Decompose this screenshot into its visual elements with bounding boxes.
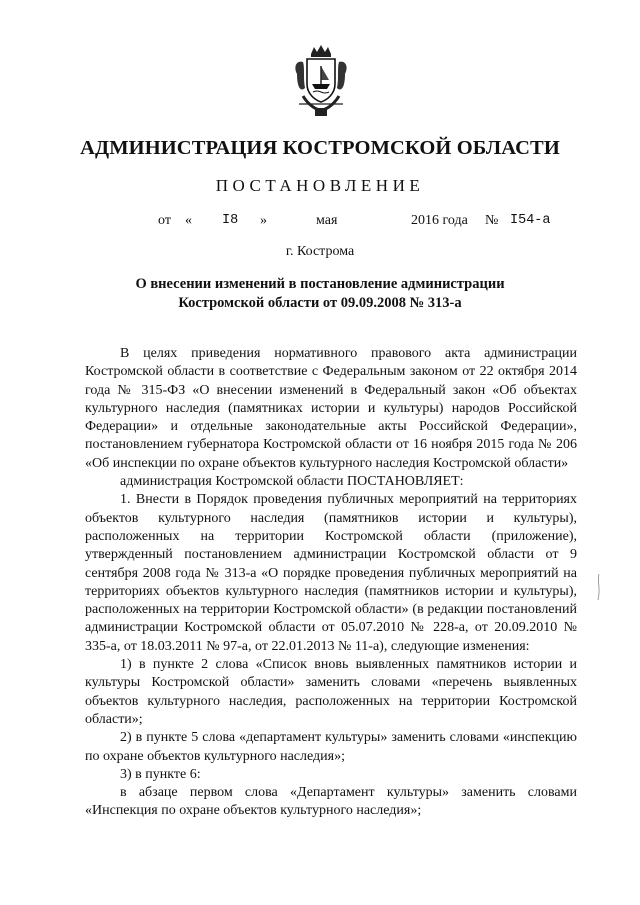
subject-line: О внесении изменений в постановление администрации	[135, 276, 505, 292]
date-day: I8	[222, 213, 239, 228]
subject-line: Костромской области от 09.09.2008 № 313-а	[178, 295, 462, 311]
document-subject	[100, 275, 540, 313]
body-paragraph: 1. Внести в Порядок проведения публичных мероприятий на территориях объектов культурного наследия (памятников истории и культуры), расположенных на территории Костромской области (приложение), утвержденный постановлением администрации Костромской области от 9 сентября 2008 года № 313-а «О порядке проведения публичных мероприятий на территориях объектов культурного наследия (памятников истории и культуры), расположенных на территории Костромской области» (в редакции постановлений администрации Костромской области от 05.07.2010 № 228-а, от 20.09.2010 № 335-а, от 18.03.2011 № 97-а, от 22.01.2013 № 11-а), следующие изменения:	[85, 492, 577, 654]
document-body	[85, 345, 577, 821]
coat-of-arms-icon	[289, 44, 353, 118]
body-paragraph: 1) в пункте 2 слова «Список вновь выявленных памятников истории и культуры Костромской области» заменить словами «перечень выявленных объектов культурного наследия, расположенных на территории Костромской области»;	[85, 657, 577, 727]
document-type: ПОСТАНОВЛЕНИЕ	[215, 176, 425, 195]
date-number-line	[0, 213, 640, 233]
body-paragraph: 2) в пункте 5 слова «департамент культуры» заменить словами «инспекцию по охране объектов культурного наследия»;	[85, 730, 577, 764]
quote-close: »	[260, 213, 267, 228]
body-paragraph: 3) в пункте 6:	[120, 766, 201, 782]
date-month: мая	[316, 213, 338, 228]
signature-mark-icon	[594, 572, 604, 602]
date-year: 2016 года	[411, 213, 468, 228]
document-number: I54-a	[510, 213, 551, 228]
body-paragraph: В целях приведения нормативного правового акта администрации Костромской области в соответствие с Федеральным законом от 22 октября 2014 года № 315-ФЗ «О внесении изменений в Федеральный закон «Об объектах культурного наследия (памятниках истории и культуры) народов Российской Федерации» и отдельные законодательные акты Российской Федерации», постановлением губернатора Костромской области от 16 ноября 2015 года № 206 «Об инспекции по охране объектов культурного наследия Костромской области»	[85, 346, 577, 471]
quote-open: «	[185, 213, 192, 228]
body-paragraph: в абзаце первом слова «Департамент культуры» заменить словами «Инспекция по охране объектов культурного наследия»;	[85, 785, 577, 819]
number-sign: №	[485, 213, 499, 228]
body-paragraph: администрация Костромской области ПОСТАНОВЛЯЕТ:	[120, 474, 464, 490]
city: г. Кострома	[285, 244, 355, 259]
date-prefix: от	[158, 213, 171, 228]
organization-name: АДМИНИСТРАЦИЯ КОСТРОМСКОЙ ОБЛАСТИ	[80, 137, 560, 159]
